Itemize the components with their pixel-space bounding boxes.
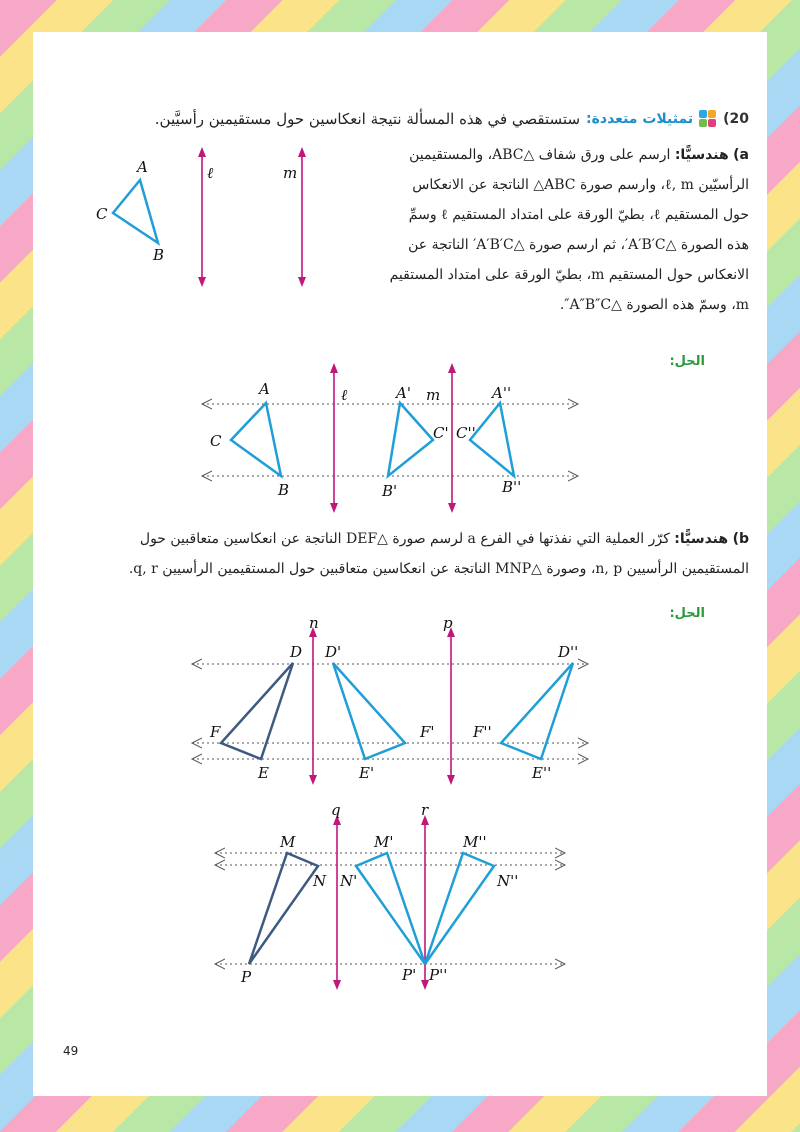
label-n: N (313, 872, 327, 890)
triangle-def-double-prime (501, 663, 573, 759)
label-b-double-prime: B'' (502, 478, 522, 496)
figure-1 (96, 152, 302, 282)
label-l: ℓ (341, 386, 348, 404)
question-number: 20) (723, 111, 749, 127)
triangle-abc-prime (388, 403, 433, 476)
question-title: تمثيلات متعددة: (586, 111, 694, 127)
label-n-prime: N' (340, 872, 358, 890)
label-m-double-prime: M'' (463, 833, 487, 851)
label-p-double-prime: P'' (429, 966, 448, 984)
part-a-heading: هندسيًّا: (674, 147, 729, 163)
label-p: P (241, 968, 252, 986)
part-a-line-5: الانعكاس حول المستقيم m، بطيّ الورقة على امتداد المستقيم (389, 267, 749, 283)
label-n: n (309, 614, 319, 632)
label-q: q (331, 801, 341, 819)
label-f-prime: F' (420, 723, 435, 741)
label-f: F (210, 723, 221, 741)
label-c: C (210, 432, 222, 450)
label-a-prime: A' (396, 384, 411, 402)
label-p: p (443, 614, 453, 632)
part-a-label: a) (733, 147, 749, 163)
label-a: A (259, 380, 270, 398)
solution-label-a: الحل: (669, 354, 705, 369)
triangle-mnp (249, 853, 318, 964)
label-c-prime: C' (433, 424, 449, 442)
label-d-double-prime: D'' (558, 643, 579, 661)
part-a-line-2: الرأسيّين ℓ, m، وارسم صورة ABC△ الناتجة عن الانعكاس (412, 177, 749, 193)
label-m: m (426, 386, 441, 404)
label-e: E (258, 764, 269, 782)
label-c-double-prime: C'' (456, 424, 476, 442)
part-b-line-2: المستقيمين الرأسيين n, p، وصورة △MNP الناتجة عن انعكاسين متعاقبين حول المستقيمين الرأسيين q, r. (128, 561, 749, 577)
figure-4 (215, 801, 565, 986)
figure-3 (192, 614, 588, 782)
label-b: B (153, 246, 165, 264)
figure-2 (202, 368, 578, 508)
label-b-prime: B' (382, 482, 398, 500)
label-m: M (280, 833, 296, 851)
part-a-line-1: ارسم على ورق شفاف △ABC، والمستقيمين (409, 147, 671, 163)
label-c: C (96, 205, 108, 223)
triangle-abc (231, 403, 281, 476)
part-b-label: b) (732, 531, 749, 547)
label-b: B (278, 481, 290, 499)
label-p-prime: P' (402, 966, 417, 984)
part-a-line-3: حول المستقيم ℓ، بطيّ الورقة على امتداد المستقيم ℓ وسمِّ (408, 207, 749, 223)
triangle-mnp-double-prime (425, 853, 494, 964)
label-r: r (421, 801, 429, 819)
triangle-mnp-prime (356, 853, 425, 964)
part-b-heading: هندسيًّا: (674, 531, 729, 547)
label-d: D (290, 643, 303, 661)
solution-label-b: الحل: (669, 606, 705, 621)
triangle-def-prime (333, 663, 405, 759)
question-text: ستستقصي في هذه المسألة نتيجة انعكاسين حول مستقيمين رأسيَّين. (154, 110, 581, 128)
triangle-abc (113, 180, 158, 243)
label-a-double-prime: A'' (492, 384, 512, 402)
label-d-prime: D' (325, 643, 342, 661)
part-a-line-6: m، وسمّ هذه الصورة △A″B″C″. (559, 297, 749, 313)
label-a: A (137, 158, 148, 176)
label-f-double-prime: F'' (473, 723, 492, 741)
label-e-prime: E' (359, 764, 375, 782)
part-b-line-1: كرّر العملية التي نفذتها في الفرع a لرسم صورة △DEF الناتجة عن انعكاسين متعاقبين حول (139, 531, 670, 547)
triangle-def (221, 663, 293, 759)
page-number: 49 (63, 1044, 79, 1058)
triangle-abc-double-prime (470, 403, 514, 476)
label-l: ℓ (207, 164, 214, 182)
part-a-line-4: هذه الصورة △A′B′C′، ثم ارسم صورة △A′B′C′ الناتجة عن (408, 237, 749, 253)
label-m: m (283, 164, 298, 182)
label-m-prime: M' (374, 833, 394, 851)
label-n-double-prime: N'' (497, 872, 519, 890)
label-e-double-prime: E'' (532, 764, 552, 782)
